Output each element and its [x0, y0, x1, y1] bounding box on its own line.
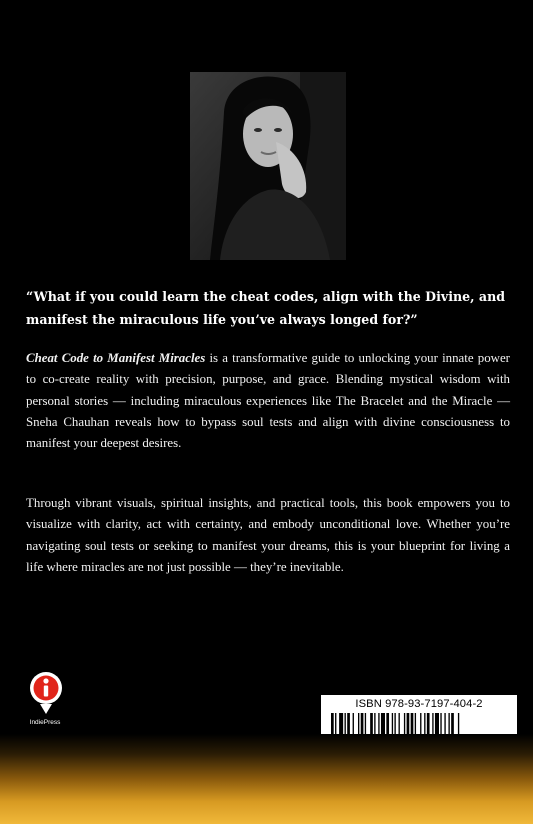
publisher-name: IndiePress [29, 719, 61, 726]
description-paragraph-1 [26, 348, 510, 454]
tagline-quote: “What if you could learn the cheat codes, align with the Divine, and manifest the miraculous life you’ve always longed for?” [26, 289, 506, 327]
description-text-1: is a transformative guide to unlocking your innate power to co-create reality with precision, purpose, and grace. Blending mystical wisdom with personal stories — including miraculous experiences like The Bracelet and the Miracle — Sneha Chauhan reveals how to bypass soul tests and align with divine consciousness to manifest your deepest desires. [26, 351, 510, 451]
description-paragraph-2: Through vibrant visuals, spiritual insights, and practical tools, this book empowers you to visualize with clarity, act with certainty, and embody unconditional love. Whether you’re navigating soul tests or seeking to manifest your dreams, this is your blueprint for living a life where miracles are not just possible — they’re inevitable. [26, 496, 510, 574]
author-photo [190, 72, 346, 260]
book-title: Cheat Code to Manifest Miracles [26, 351, 206, 365]
indiepress-logo-icon [26, 668, 66, 716]
gold-gradient-band [0, 734, 533, 824]
isbn-label: ISBN 978-93-7197-404-2 [355, 698, 483, 710]
author-portrait-image [190, 72, 346, 260]
